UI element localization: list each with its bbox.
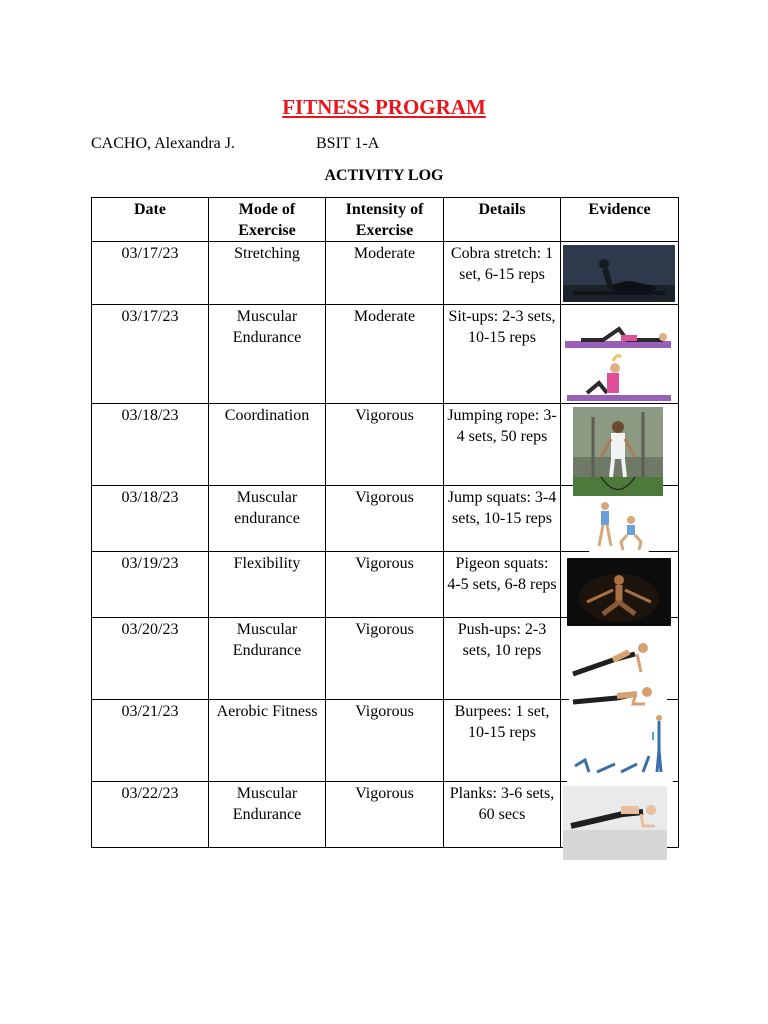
cell-mode: Aerobic Fitness	[209, 700, 326, 782]
cell-date: 03/20/23	[92, 618, 209, 700]
cell-mode: Muscular Endurance	[209, 782, 326, 848]
cell-evidence	[561, 618, 679, 700]
cell-intensity: Vigorous	[326, 782, 444, 848]
cell-date: 03/22/23	[92, 782, 209, 848]
activity-log-heading: ACTIVITY LOG	[324, 167, 444, 184]
cell-details: Sit-ups: 2-3 sets, 10-15 reps	[444, 305, 561, 404]
table-row	[92, 242, 679, 305]
cell-evidence	[561, 242, 679, 305]
table-row	[92, 618, 679, 700]
cell-evidence	[561, 552, 679, 618]
cell-mode: Coordination	[209, 404, 326, 486]
cell-details: Jump squats: 3-4 sets, 10-15 reps	[444, 486, 561, 552]
table-row	[92, 486, 679, 552]
cell-evidence	[561, 486, 679, 552]
pigeon-squats-photo-icon	[567, 558, 671, 626]
cell-date: 03/18/23	[92, 404, 209, 486]
cell-details: Burpees: 1 set, 10-15 reps	[444, 700, 561, 782]
cell-intensity: Moderate	[326, 242, 444, 305]
cell-evidence	[561, 305, 679, 404]
column-header-details: Details	[444, 198, 561, 242]
activity-log-table	[91, 197, 679, 848]
cell-mode: Muscular endurance	[209, 486, 326, 552]
column-header-date: Date	[92, 198, 209, 242]
cell-date: 03/19/23	[92, 552, 209, 618]
cell-intensity: Vigorous	[326, 552, 444, 618]
push-ups-photo-icon	[569, 630, 667, 710]
cell-intensity: Vigorous	[326, 404, 444, 486]
cell-intensity: Vigorous	[326, 486, 444, 552]
jump-squats-photo-icon	[589, 498, 649, 552]
column-header-mode: Mode of Exercise	[209, 198, 326, 242]
cell-date: 03/17/23	[92, 305, 209, 404]
cell-evidence	[561, 700, 679, 782]
cell-details: Pigeon squats: 4-5 sets, 6-8 reps	[444, 552, 561, 618]
column-header-intensity: Intensity of Exercise	[326, 198, 444, 242]
burpees-photo-icon	[567, 710, 673, 782]
cell-details: Planks: 3-6 sets, 60 secs	[444, 782, 561, 848]
cell-evidence	[561, 404, 679, 486]
table-row	[92, 305, 679, 404]
program-title: FITNESS PROGRAM	[282, 95, 486, 119]
cell-date: 03/21/23	[92, 700, 209, 782]
cell-mode: Stretching	[209, 242, 326, 305]
table-row	[92, 700, 679, 782]
column-header-evidence: Evidence	[561, 198, 679, 242]
cell-evidence	[561, 782, 679, 848]
sit-ups-photo-icon	[561, 313, 675, 403]
cell-details: Jumping rope: 3-4 sets, 50 reps	[444, 404, 561, 486]
student-section: BSIT 1-A	[316, 135, 380, 152]
table-row	[92, 404, 679, 486]
table-row	[92, 552, 679, 618]
cell-details: Push-ups: 2-3 sets, 10 reps	[444, 618, 561, 700]
cell-intensity: Vigorous	[326, 700, 444, 782]
cell-details: Cobra stretch: 1 set, 6-15 reps	[444, 242, 561, 305]
cell-mode: Muscular Endurance	[209, 618, 326, 700]
cell-date: 03/18/23	[92, 486, 209, 552]
table-row	[92, 782, 679, 848]
cobra-stretch-photo-icon	[563, 245, 675, 302]
planks-photo-icon	[563, 786, 667, 860]
cell-mode: Muscular Endurance	[209, 305, 326, 404]
jumping-rope-photo-icon	[573, 407, 663, 496]
cell-date: 03/17/23	[92, 242, 209, 305]
cell-intensity: Vigorous	[326, 618, 444, 700]
table-header-row	[92, 198, 679, 242]
cell-mode: Flexibility	[209, 552, 326, 618]
cell-intensity: Moderate	[326, 305, 444, 404]
student-name: CACHO, Alexandra J.	[91, 135, 235, 152]
